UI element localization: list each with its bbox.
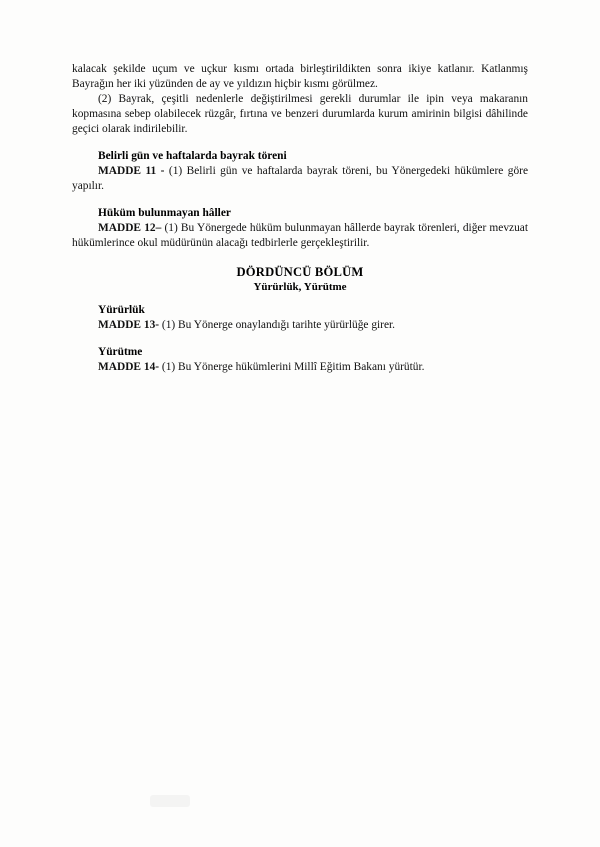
article-13-label: MADDE 13- bbox=[98, 319, 160, 332]
section-heading-yurutme: Yürütme bbox=[98, 346, 143, 359]
section-heading-hukum-bulunmayan: Hüküm bulunmayan hâller bbox=[98, 207, 231, 220]
article-13 bbox=[72, 318, 528, 333]
article-12-label: MADDE 12– bbox=[98, 222, 162, 235]
section-heading-yururluk: Yürürlük bbox=[98, 304, 145, 317]
chapter-title: DÖRDÜNCÜ BÖLÜM bbox=[236, 264, 364, 279]
page-scan-artifact bbox=[150, 795, 190, 807]
document-body bbox=[72, 62, 528, 375]
paragraph-continuation: kalacak şekilde uçum ve uçkur kısmı ortada birleştirildikten sonra ikiye katlanır. Katlanmış Bayrağın her iki yüzünden de ay ve yıldızın hiçbir kısmı görülmez. bbox=[72, 63, 528, 91]
article-12 bbox=[72, 221, 528, 251]
article-14 bbox=[72, 360, 528, 375]
article-14-text: (1) Bu Yönerge hükümlerini Millî Eğitim Bakanı yürütür. bbox=[159, 361, 425, 374]
section-heading-belirli-gun: Belirli gün ve haftalarda bayrak töreni bbox=[98, 150, 287, 163]
chapter-subtitle: Yürürlük, Yürütme bbox=[253, 280, 347, 293]
article-12-text: (1) Bu Yönergede hüküm bulunmayan hâllerde bayrak törenleri, diğer mevzuat hükümlerince okul müdürünün alacağı tedbirlerle gerçekleştirilir. bbox=[72, 222, 528, 250]
article-11-text: (1) Belirli gün ve haftalarda bayrak töreni, bu Yönergedeki hükümlere göre yapılır. bbox=[72, 165, 528, 193]
article-14-label: MADDE 14- bbox=[98, 361, 160, 374]
paragraph-bayrak-degistirme: (2) Bayrak, çeşitli nedenlerle değiştirilmesi gerekli durumlar ile ipin veya makaranın kopmasına sebep olabilecek rüzgâr, fırtına ve benzeri durumlarda kurum amirinin bilgisi dâhilinde geçici olarak indirilebilir. bbox=[72, 93, 528, 136]
article-13-text: (1) Bu Yönerge onaylandığı tarihte yürürlüğe girer. bbox=[159, 319, 396, 332]
article-11 bbox=[72, 164, 528, 194]
article-11-label: MADDE 11 - bbox=[98, 165, 165, 178]
